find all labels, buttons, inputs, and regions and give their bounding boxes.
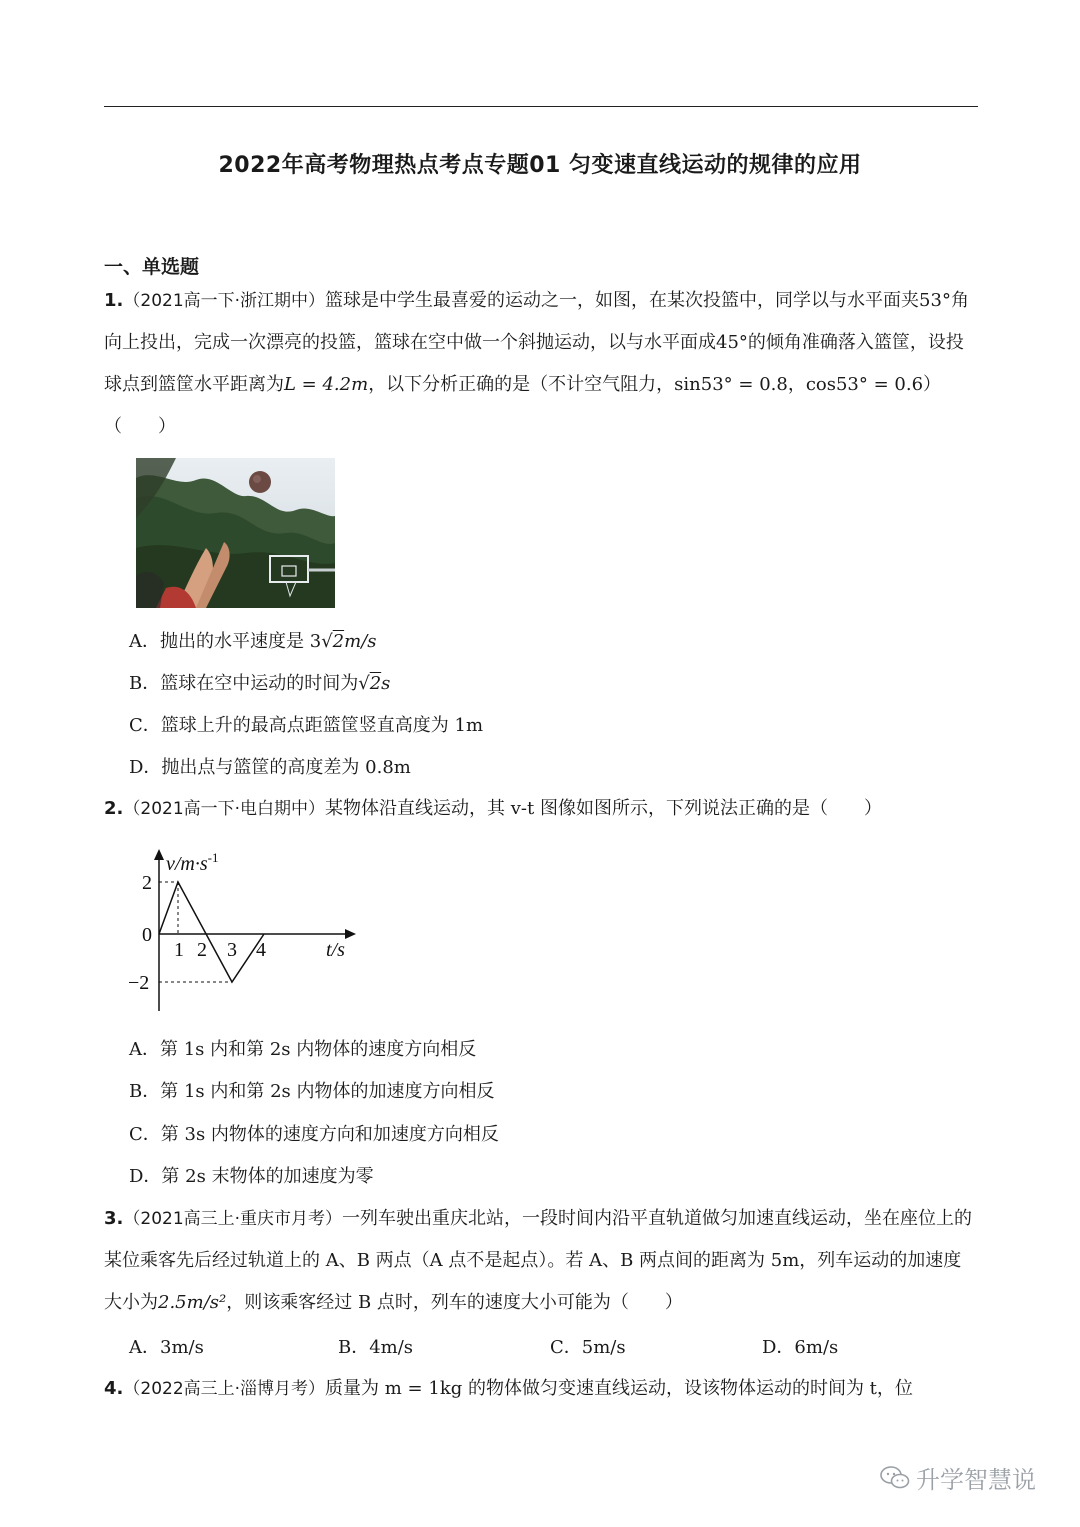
watermark [880, 1460, 1036, 1495]
sqrt-symbol: √ [321, 631, 333, 652]
question-number: 2. [104, 798, 124, 819]
question-text: 某物体沿直线运动，其 v-t 图像如图所示，下列说法正确的是（ ） [325, 798, 882, 819]
question-number: 3. [104, 1208, 124, 1229]
question-text-tail: ，则该乘客经过 B 点时，列车的速度大小可能为（ ） [226, 1292, 683, 1313]
question-1 [104, 280, 978, 448]
question-text-tail: ，以下分析正确的是（不计空气阻力，sin53° = 0.8，cos53° = 0.6）（ ） [104, 374, 942, 437]
option-b[interactable]: B．4m/s [338, 1337, 414, 1358]
basketball-photo [136, 458, 335, 608]
question-source: （2021高一下·电白期中） [123, 799, 326, 819]
question-source: （2021高三上·重庆市月考） [123, 1209, 343, 1229]
vt-graph [120, 846, 370, 1016]
x-axis-label: t/s [326, 939, 345, 961]
option-a[interactable]: A．抛出的水平速度是 3√2m/s [129, 631, 377, 652]
option-d[interactable]: D．抛出点与篮筐的高度差为 0.8m [129, 757, 411, 778]
option-d[interactable]: D．第 2s 末物体的加速度为零 [129, 1166, 374, 1187]
question-text: 一列车驶出重庆北站，一段时间内沿平直轨道做匀加速直线运动，坐在座位上的某位乘客先后经过轨道上的 A、B 两点（A 点不是起点）。若 A、B 两点间的距离为 5m，列车运动的加速度大小为 [104, 1208, 973, 1313]
question-number: 1. [104, 290, 124, 311]
page-title: 2022年高考物理热点考点专题01 匀变速直线运动的规律的应用 [218, 153, 862, 178]
y-tick-2: 2 [142, 872, 152, 894]
option-b[interactable]: B．第 1s 内和第 2s 内物体的加速度方向相反 [129, 1081, 495, 1102]
math-expression: 2.5m/s² [158, 1292, 227, 1313]
question-4 [104, 1368, 978, 1410]
x-tick-1: 1 [174, 939, 184, 961]
y-axis-label: $v/m\cdot s^{-1}$ [166, 850, 219, 875]
question-source: （2021高一下·浙江期中） [123, 291, 326, 311]
option-c[interactable]: C．第 3s 内物体的速度方向和加速度方向相反 [129, 1124, 499, 1145]
y-tick-0: 0 [142, 924, 152, 946]
option-d[interactable]: D．6m/s [762, 1337, 839, 1358]
sqrt-symbol: √ [358, 673, 370, 694]
question-source: （2022高三上·淄博月考） [123, 1379, 326, 1399]
option-c[interactable]: C．5m/s [550, 1337, 626, 1358]
wechat-icon [880, 1465, 910, 1491]
x-tick-4: 4 [256, 939, 266, 961]
x-tick-2: 2 [197, 939, 207, 961]
option-b[interactable]: B．篮球在空中运动的时间为√2s [129, 673, 391, 694]
option-c[interactable]: C．篮球上升的最高点距篮筐竖直高度为 1m [129, 715, 484, 736]
x-tick-3: 3 [227, 939, 237, 961]
question-3 [104, 1198, 978, 1324]
header-rule [104, 106, 978, 107]
section-heading: 一、单选题 [104, 256, 200, 278]
option-a[interactable]: A．3m/s [129, 1337, 204, 1358]
question-2 [104, 788, 978, 830]
question-text: 篮球是中学生最喜爱的运动之一，如图，在某次投篮中，同学以与水平面夹53°角向上投出，完成一次漂亮的投篮，篮球在空中做一个斜抛运动，以与水平面成45°的倾角准确落入篮筐，设投球点到篮筐水平距离为 [104, 290, 969, 395]
question-number: 4. [104, 1378, 124, 1399]
watermark-text: 升学智慧说 [916, 1466, 1036, 1494]
option-a[interactable]: A．第 1s 内和第 2s 内物体的速度方向相反 [129, 1039, 477, 1060]
question-text: 质量为 m = 1kg 的物体做匀变速直线运动，设该物体运动的时间为 t，位 [325, 1378, 913, 1399]
y-tick-neg2: −2 [128, 972, 150, 994]
math-expression: L = 4.2m [284, 374, 369, 395]
